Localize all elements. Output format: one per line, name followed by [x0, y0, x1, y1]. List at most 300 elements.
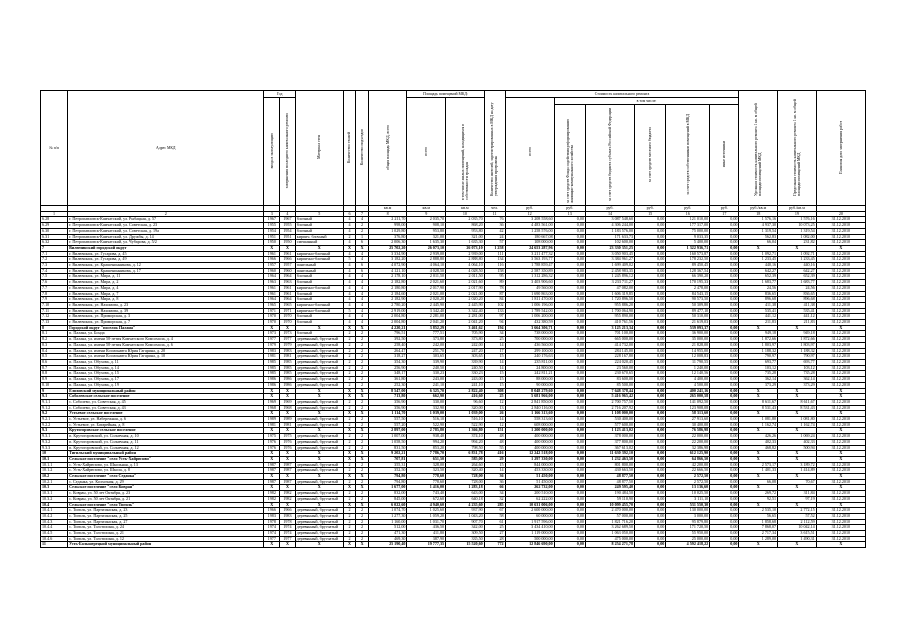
- table-cell: 1961: [264, 285, 280, 291]
- col-no-header: № п/п: [41, 91, 68, 206]
- table-cell: 2 281,00: [407, 314, 446, 320]
- table-cell: 47 082,00: [585, 285, 634, 291]
- table-cell: 1 277,30: [368, 513, 407, 519]
- table-cell: 1 200 000,00: [505, 428, 554, 434]
- table-cell: X: [280, 502, 296, 508]
- table-cell: 367 613,02: [585, 445, 634, 451]
- table-cell: 2 445,90: [446, 302, 485, 308]
- table-cell: 2: [356, 417, 369, 423]
- table-cell: 9.3.2: [41, 439, 68, 445]
- table-cell: X: [778, 411, 817, 417]
- table-cell: г. Вилючинск, ул. Крашенинникова, д. 12: [68, 263, 264, 269]
- table-cell: 31.12.2010: [816, 268, 865, 274]
- table-cell: 1 789 542,00: [505, 308, 554, 314]
- table-cell: 475 000,00: [585, 536, 634, 542]
- table-cell: деревянный, брусчатый: [295, 417, 343, 423]
- table-cell: 374,10: [446, 434, 485, 440]
- table-cell: 0,00: [635, 240, 666, 246]
- unit-cell: руб.: [505, 206, 554, 212]
- table-cell: 1981: [264, 354, 280, 360]
- table-cell: 0,00: [635, 525, 666, 531]
- table-cell: 1 232 463,50: [585, 456, 634, 462]
- table-cell: 4: [356, 297, 369, 303]
- table-cell: 7.3: [41, 263, 68, 269]
- table-cell: блочный: [295, 297, 343, 303]
- table-cell: 2: [356, 331, 369, 337]
- table-cell: с. Седанка, ул. Колхозная, д. 29: [68, 479, 264, 485]
- table-cell: 2 587 350,89: [505, 268, 554, 274]
- table-cell: 3 233 711,27: [585, 280, 634, 286]
- table-cell: 2: [356, 382, 369, 388]
- table-cell: 1979: [264, 342, 280, 348]
- table-cell: 56,65: [739, 513, 778, 519]
- table-cell: X: [816, 428, 865, 434]
- col-cost-local-header: за счет средств местного бюджета: [635, 105, 666, 206]
- table-cell: 1957: [264, 263, 280, 269]
- table-cell: 10.2: [41, 474, 68, 480]
- table-cell: 14: [484, 365, 505, 371]
- table-cell: 0,00: [710, 491, 739, 497]
- table-cell: 0,00: [554, 542, 585, 548]
- table-cell: 376,80: [368, 234, 407, 240]
- table-cell: 9 202,21: [368, 451, 407, 457]
- table-cell: X: [816, 451, 865, 457]
- table-cell: 2 897,00: [368, 428, 407, 434]
- table-cell: 392,50: [368, 337, 407, 343]
- table-cell: 1 233,45: [739, 257, 778, 263]
- table-cell: 7.11: [41, 308, 68, 314]
- table-cell: 0,00: [710, 325, 739, 331]
- table-cell: 0,00: [554, 348, 585, 354]
- table-cell: X: [739, 485, 778, 491]
- table-cell: 8.9: [41, 377, 68, 383]
- table-cell: 160 573,87: [666, 251, 710, 257]
- table-cell: 0,00: [635, 519, 666, 525]
- table-cell: 0,00: [554, 496, 585, 502]
- unit-cell: руб.: [666, 206, 710, 212]
- table-cell: 652,39: [778, 274, 817, 280]
- table-cell: 1974: [280, 525, 296, 531]
- table-cell: 13: [484, 405, 505, 411]
- table-cell: 0,00: [554, 531, 585, 537]
- table-cell: 4 028,50: [446, 268, 485, 274]
- table-cell: 844 000,00: [505, 462, 554, 468]
- table-cell: 31.12.2010: [816, 434, 865, 440]
- table-cell: 4: [343, 240, 356, 246]
- table-cell: 89: [484, 280, 505, 286]
- table-cell: 2 780,20: [368, 302, 407, 308]
- table-cell: 1960: [280, 268, 296, 274]
- table-cell: 1 803,97: [739, 342, 778, 348]
- table-cell: 12 242 518,00: [505, 451, 554, 457]
- table-cell: 9.2.1: [41, 417, 68, 423]
- table-cell: 50 310,00: [666, 314, 710, 320]
- table-cell: 1977: [264, 536, 280, 542]
- table-cell: 2: [356, 223, 369, 229]
- table-cell: г. Вилючинск, ул. Крашенинникова, д. 17: [68, 268, 264, 274]
- table-cell: 0,00: [635, 491, 666, 497]
- table-cell: 342,00: [446, 525, 485, 531]
- table-cell: 1 490,31: [778, 536, 817, 542]
- table-cell: 111: [484, 251, 505, 257]
- table-cell: 2: [343, 399, 356, 405]
- column-number-cell: 20: [816, 211, 865, 217]
- table-cell: 97: [484, 314, 505, 320]
- table-cell: 0,00: [710, 536, 739, 542]
- table-cell: с. Тигиль, ул. Партизанская, д. 23: [68, 508, 264, 514]
- table-cell: 284 145,00: [585, 348, 634, 354]
- table-cell: 378 000,00: [585, 434, 634, 440]
- table-cell: 90 573,50: [666, 297, 710, 303]
- table-cell: 34: [484, 491, 505, 497]
- table-cell: 0,00: [554, 257, 585, 263]
- table-cell: 320,40: [446, 468, 485, 474]
- table-cell: X: [295, 485, 343, 491]
- table-cell: 55: [484, 445, 505, 451]
- table-cell: 400 241,16: [666, 388, 710, 394]
- table-cell: 323,50: [407, 468, 446, 474]
- table-cell: 42: [484, 228, 505, 234]
- table-cell: 31.12.2010: [816, 382, 865, 388]
- table-cell: X: [356, 411, 369, 417]
- table-cell: 836,65: [739, 291, 778, 297]
- table-cell: 416,60: [446, 394, 485, 400]
- table-cell: 95: [484, 274, 505, 280]
- table-cell: 285: [484, 502, 505, 508]
- table-cell: 0,00: [635, 257, 666, 263]
- table-cell: 31.12.2010: [816, 354, 865, 360]
- table-cell: 262 732,00: [505, 485, 554, 491]
- table-cell: Усть-Большерецкий муниципальный район: [68, 542, 264, 548]
- table-cell: 339,90: [446, 359, 485, 365]
- table-cell: 0,00: [710, 337, 739, 343]
- table-cell: X: [356, 456, 369, 462]
- table-cell: 0,00: [710, 308, 739, 314]
- table-cell: 2 478,00: [666, 285, 710, 291]
- table-cell: 171 633,73: [585, 234, 634, 240]
- table-cell: 1982: [264, 491, 280, 497]
- table-cell: 0,00: [554, 388, 585, 394]
- table-cell: г. Петропавловск-Камчатский, ул. Рыбацкая, д. 57: [68, 217, 264, 223]
- table-cell: 2 004,80: [368, 320, 407, 326]
- table-cell: 4: [356, 274, 369, 280]
- unit-cell: кв.м: [368, 206, 407, 212]
- table-cell: 3 125 213,34: [585, 325, 634, 331]
- table-cell: 0,00: [554, 245, 585, 251]
- table-cell: 303,65: [407, 354, 446, 360]
- table-cell: 1 081,80: [739, 417, 778, 423]
- table-cell: 0,00: [710, 451, 739, 457]
- table-cell: 2 717,34: [739, 531, 778, 537]
- table-cell: 0,00: [710, 245, 739, 251]
- table-cell: 1 917 596,00: [505, 519, 554, 525]
- table-cell: 6.30: [41, 228, 68, 234]
- table-cell: 8.4: [41, 348, 68, 354]
- table-cell: 27: [484, 531, 505, 537]
- table-cell: 0,00: [554, 491, 585, 497]
- column-number-cell: 7: [356, 211, 369, 217]
- table-cell: блочный: [295, 331, 343, 337]
- table-cell: 31.12.2010: [816, 285, 865, 291]
- table-cell: 102 600,00: [585, 240, 634, 246]
- table-cell: 907,70: [446, 519, 485, 525]
- table-cell: 608 000,00: [505, 422, 554, 428]
- table-cell: 243,00: [407, 377, 446, 383]
- table-cell: 330,00: [407, 399, 446, 405]
- table-cell: X: [739, 388, 778, 394]
- table-cell: 0,00: [635, 422, 666, 428]
- table-cell: 55 950,00: [666, 531, 710, 537]
- table-cell: 2: [356, 496, 369, 502]
- table-cell: 1960: [264, 268, 280, 274]
- table-cell: 7.10: [41, 302, 68, 308]
- table-cell: 1 081,80: [778, 417, 817, 423]
- table-cell: г. Вилючинск, ул. Нахимова, д. 23: [68, 302, 264, 308]
- table-cell: 2: [343, 445, 356, 451]
- table-cell: 1985: [264, 359, 280, 365]
- table-cell: 2 772,15: [778, 508, 817, 514]
- table-cell: X: [778, 451, 817, 457]
- table-cell: деревянный, брусчатый: [295, 513, 343, 519]
- table-cell: 441,12: [778, 314, 817, 320]
- unit-cell: руб./кв.м: [739, 206, 778, 212]
- table-cell: г. Вилючинск, ул. Приморская, д. 7: [68, 320, 264, 326]
- table-cell: 76: [484, 217, 505, 223]
- table-cell: 32 386,98: [666, 445, 710, 451]
- table-cell: 7: [41, 245, 68, 251]
- table-cell: 8 048 279,60: [505, 388, 554, 394]
- table-cell: блочный: [295, 217, 343, 223]
- table-cell: 642,27: [778, 268, 817, 274]
- table-cell: 735,28: [778, 371, 817, 377]
- table-cell: 34: [484, 331, 505, 337]
- table-cell: 4 064,10: [446, 263, 485, 269]
- table-cell: 410 761,56: [585, 320, 634, 326]
- table-cell: 0,00: [710, 519, 739, 525]
- table-cell: 400 000,00: [505, 445, 554, 451]
- table-cell: 10.1.2: [41, 468, 68, 474]
- table-cell: 790,97: [739, 354, 778, 360]
- table-cell: 1 114,70: [368, 411, 407, 417]
- table-cell: 36: [484, 474, 505, 480]
- table-cell: 0,00: [710, 331, 739, 337]
- table-cell: 2: [356, 365, 369, 371]
- table-cell: 10 099 455,70: [585, 502, 634, 508]
- table-cell: 1 082,00: [778, 234, 817, 240]
- table-cell: 4: [343, 217, 356, 223]
- table-cell: 2: [343, 405, 356, 411]
- table-cell: 31.12.2010: [816, 479, 865, 485]
- table-cell: 949,18: [778, 331, 817, 337]
- table-cell: 7.4: [41, 268, 68, 274]
- table-cell: 430 663,50: [585, 468, 634, 474]
- table-cell: 2 822,40: [446, 388, 485, 394]
- table-cell: 1 006 196,00: [505, 302, 554, 308]
- table-cell: 269,72: [739, 491, 778, 497]
- table-cell: Соболевское сельское поселение: [68, 394, 264, 400]
- table-cell: 3 111,10: [666, 496, 710, 502]
- table-cell: 1 258 576,00: [505, 228, 554, 234]
- table-cell: 0,00: [554, 234, 585, 240]
- table-cell: 2: [343, 479, 356, 485]
- table-cell: 6 325,70: [407, 388, 446, 394]
- table-cell: 0,00: [635, 217, 666, 223]
- table-cell: 1954: [280, 228, 296, 234]
- table-cell: Сельское поселение "село Усть-Хайрюзово": [68, 456, 264, 462]
- table-cell: X: [356, 394, 369, 400]
- table-cell: 414 732,00: [585, 342, 634, 348]
- table-cell: 2: [356, 337, 369, 343]
- table-cell: X: [295, 388, 343, 394]
- table-cell: 1 160,00: [368, 519, 407, 525]
- table-cell: 12 008,83: [666, 354, 710, 360]
- table-cell: 1965: [280, 302, 296, 308]
- table-cell: смешанный: [295, 240, 343, 246]
- table-cell: 5 400,00: [666, 240, 710, 246]
- table-cell: 4: [356, 314, 369, 320]
- table-cell: деревянный, брусчатый: [295, 377, 343, 383]
- table-cell: 0,00: [710, 274, 739, 280]
- table-cell: 10.4.6: [41, 536, 68, 542]
- table-cell: 0,00: [554, 382, 585, 388]
- table-cell: 94: [484, 320, 505, 326]
- table-cell: 8.8: [41, 371, 68, 377]
- table-cell: 1: [356, 234, 369, 240]
- table-cell: 2: [343, 508, 356, 514]
- table-cell: 1 059,20: [407, 513, 446, 519]
- table-cell: X: [280, 474, 296, 480]
- table-cell: 5: [343, 308, 356, 314]
- table-cell: 557,20: [368, 422, 407, 428]
- table-cell: 4: [356, 257, 369, 263]
- table-cell: 735,28: [739, 371, 778, 377]
- column-number-cell: 17: [710, 211, 739, 217]
- table-cell: 362,14: [778, 377, 817, 383]
- table-cell: 321,00: [407, 234, 446, 240]
- table-cell: 151: [484, 428, 505, 434]
- table-cell: 8 254 271,78: [585, 542, 634, 548]
- table-cell: 778,60: [407, 479, 446, 485]
- table-cell: 7.8: [41, 291, 68, 297]
- table-cell: п. Палана, ул. имени 50-летия Камчатского Комсомола, д. 4: [68, 337, 264, 343]
- table-cell: 0,00: [710, 320, 739, 326]
- table-cell: Елизовский муниципальный район: [68, 388, 264, 394]
- table-cell: X: [816, 502, 865, 508]
- table-cell: 955 886,20: [585, 302, 634, 308]
- table-cell: 3 182,20: [368, 257, 407, 263]
- table-cell: 4 940,60: [407, 502, 446, 508]
- table-cell: деревянный, брусчатый: [295, 371, 343, 377]
- table-cell: 194: [484, 325, 505, 331]
- col-cost-owners-header: за счет средств собственников помещений в МКД: [666, 105, 710, 206]
- table-cell: 4: [343, 285, 356, 291]
- table-cell: 1971: [264, 308, 280, 314]
- table-cell: 2 184,60: [368, 291, 407, 297]
- table-cell: Сельское поселение "село Тигиль": [68, 502, 264, 508]
- table-cell: 1 699 409,02: [585, 263, 634, 269]
- table-cell: 1950: [264, 240, 280, 246]
- table-cell: 0,00: [554, 308, 585, 314]
- table-cell: 1961: [264, 251, 280, 257]
- table-cell: деревянный, брусчатый: [295, 445, 343, 451]
- table-cell: п. Крутогоровский, ул. Солнечная, д. 11: [68, 439, 264, 445]
- table-cell: 3 664 306,71: [505, 325, 554, 331]
- table-cell: 1 720 896,50: [585, 297, 634, 303]
- table-cell: 2: [343, 348, 356, 354]
- table-cell: 0,00: [554, 251, 585, 257]
- table-cell: 1976: [280, 445, 296, 451]
- table-cell: 738 000,00: [505, 331, 554, 337]
- table-cell: 0,00: [635, 285, 666, 291]
- table-cell: 8.2: [41, 337, 68, 343]
- table-cell: 1968: [280, 405, 296, 411]
- table-cell: 256,90: [368, 365, 407, 371]
- table-cell: 1969: [280, 399, 296, 405]
- table-cell: 0,00: [635, 320, 666, 326]
- table-cell: 0,00: [710, 263, 739, 269]
- table-cell: Вилючинский городской округ: [68, 245, 264, 251]
- table-cell: 7.13: [41, 320, 68, 326]
- table-cell: 10 631 006,00: [505, 502, 554, 508]
- table-cell: 0,00: [554, 399, 585, 405]
- table-cell: 2: [356, 508, 369, 514]
- table-cell: X: [778, 542, 817, 548]
- table-cell: 0,00: [554, 417, 585, 423]
- table-cell: 0,00: [710, 359, 739, 365]
- table-cell: 242,00: [407, 342, 446, 348]
- table-cell: с. Ковран, ул. 50 лет Октября, д. 21: [68, 496, 264, 502]
- table-cell: X: [295, 474, 343, 480]
- table-cell: 777,51: [407, 331, 446, 337]
- table-cell: 0,00: [710, 513, 739, 519]
- table-cell: 36: [484, 479, 505, 485]
- table-cell: 2 458 983,35: [585, 268, 634, 274]
- table-cell: X: [739, 456, 778, 462]
- table-cell: 62 222,00: [505, 496, 554, 502]
- table-cell: 247,20: [446, 348, 485, 354]
- table-cell: 0,00: [635, 474, 666, 480]
- table-cell: 1978: [264, 519, 280, 525]
- table-cell: 7 868,07: [739, 525, 778, 531]
- table-cell: с. Соболево, ул. Советская, д. 45: [68, 399, 264, 405]
- table-cell: 1978: [280, 519, 296, 525]
- table-cell: 28: [484, 536, 505, 542]
- table-cell: 10.1: [41, 456, 68, 462]
- table-cell: 0,00: [635, 223, 666, 229]
- table-cell: 1967: [280, 217, 296, 223]
- table-cell: 2 006,30: [368, 240, 407, 246]
- table-cell: 11 790,55: [666, 359, 710, 365]
- table-cell: 64 866,50: [666, 456, 710, 462]
- table-cell: 2: [356, 228, 369, 234]
- table-cell: 468,82: [739, 445, 778, 451]
- table-cell: 249 595,40: [585, 485, 634, 491]
- table-cell: с. Усть-Хайрюзово, ул. Школа, д. 8: [68, 468, 264, 474]
- table-cell: 8.10: [41, 382, 68, 388]
- table-cell: 2 178,10: [368, 274, 407, 280]
- table-cell: 0,00: [635, 377, 666, 383]
- table-cell: 30 400,00: [666, 422, 710, 428]
- table-cell: 90 000,00: [505, 382, 554, 388]
- table-cell: 1989: [280, 417, 296, 423]
- table-cell: 0,00: [554, 325, 585, 331]
- table-cell: 845,00: [368, 496, 407, 502]
- table-cell: 1 043,20: [446, 513, 485, 519]
- table-cell: 3 403 906,60: [505, 280, 554, 286]
- table-cell: 522,90: [446, 422, 485, 428]
- table-cell: 1 162,74: [778, 422, 817, 428]
- table-cell: 0,00: [710, 228, 739, 234]
